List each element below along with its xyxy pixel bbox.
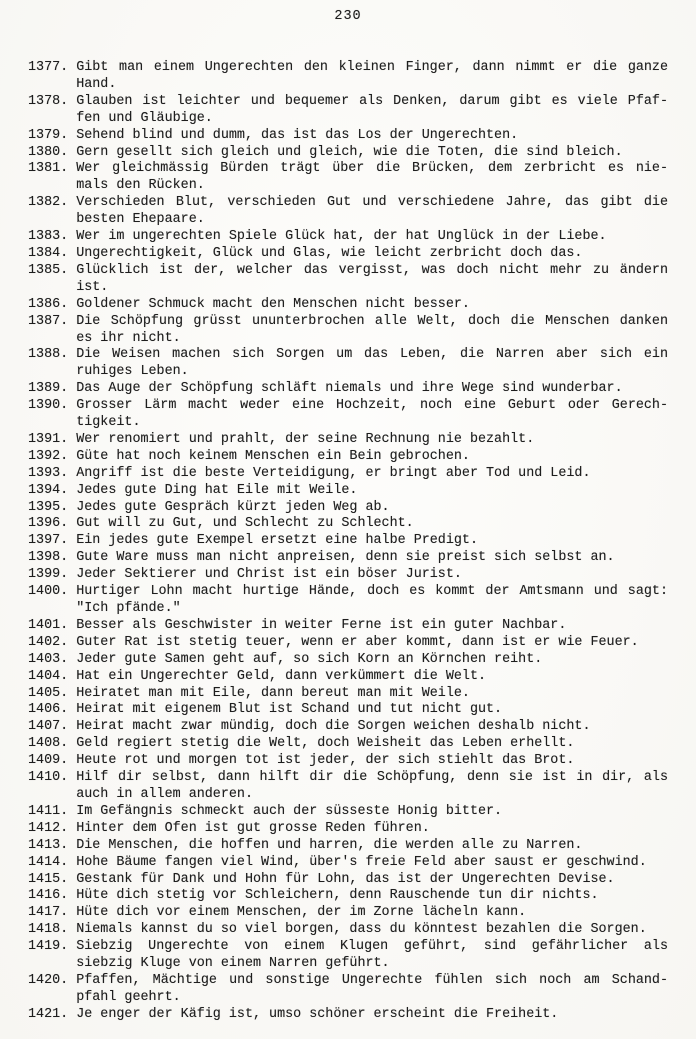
item-number: 1389.: [28, 381, 69, 397]
item-text-line: Hurtiger Lohn macht hurtige Hände, doch es kommt der Amtsmann und sagt:: [76, 584, 668, 600]
item-number: 1419.: [28, 939, 69, 955]
item-text-line: Jeder Sektierer und Christ ist ein böser Jurist.: [76, 567, 462, 583]
item-number: 1380.: [28, 144, 69, 160]
item-text-line: Besser als Geschwister in weiter Ferne ist ein guter Nachbar.: [76, 617, 567, 633]
item-number: 1406.: [28, 702, 69, 718]
item-text-line: Siebzig Ungerechte von einem Klugen geführt, sind gefährlicher als: [76, 939, 668, 955]
item-text-line: auch in allem anderen.: [76, 786, 253, 802]
list-item: [28, 753, 668, 770]
list-item: [28, 702, 668, 719]
list-item: [28, 804, 668, 821]
item-text-line: ist.: [76, 279, 109, 295]
list-item: [28, 229, 668, 246]
list-item: [28, 60, 668, 94]
list-item: [28, 483, 668, 500]
item-text-line: pfahl geehrt.: [76, 989, 181, 1005]
item-text-line: mals den Rücken.: [76, 178, 205, 194]
list-item: [28, 550, 668, 567]
item-text-line: Das Auge der Schöpfung schläft niemals und ihre Wege sind wunderbar.: [76, 381, 623, 397]
list-item: [28, 1007, 668, 1024]
page-number: 230: [334, 9, 362, 24]
item-text-line: Glauben ist leichter und bequemer als Denken, darum gibt es viele Pfaf-: [76, 93, 668, 109]
item-number: 1384.: [28, 245, 69, 261]
list-item: [28, 145, 668, 162]
list-item: [28, 635, 668, 652]
item-number: 1421.: [28, 1006, 69, 1022]
item-text-line: Pfaffen, Mächtige und sonstige Ungerechte fühlen sich noch am Schand-: [76, 972, 668, 988]
item-number: 1400.: [28, 584, 69, 600]
list-item: [28, 195, 668, 229]
list-item: [28, 516, 668, 533]
item-number: 1396.: [28, 516, 69, 532]
item-text-line: Güte hat noch keinem Menschen ein Bein gebrochen.: [76, 448, 470, 464]
list-item: [28, 838, 668, 855]
item-text-line: Je enger der Käfig ist, umso schöner erscheint die Freiheit.: [76, 1006, 559, 1022]
item-number: 1404.: [28, 668, 69, 684]
list-item: [28, 533, 668, 550]
item-text-line: Hilf dir selbst, dann hilft dir die Schöpfung, denn sie ist in dir, als: [76, 770, 668, 786]
item-number: 1407.: [28, 719, 69, 735]
list-item: [28, 398, 668, 432]
item-text-line: Heirat macht zwar mündig, doch die Sorgen weichen deshalb nicht.: [76, 719, 591, 735]
item-text-line: Jedes gute Ding hat Eile mit Weile.: [76, 482, 358, 498]
item-text-line: Heute rot und morgen tot ist jeder, der sich stiehlt das Brot.: [76, 753, 575, 769]
list-item: [28, 922, 668, 939]
list-item: [28, 669, 668, 686]
item-number: 1381.: [28, 161, 69, 177]
item-text-line: Hüte dich stetig vor Schleichern, denn Rauschende tun dir nichts.: [76, 888, 599, 904]
list-item: [28, 381, 668, 398]
item-number: 1399.: [28, 567, 69, 583]
list-item: [28, 973, 668, 1007]
list-item: [28, 821, 668, 838]
item-number: 1420.: [28, 972, 69, 988]
item-number: 1412.: [28, 820, 69, 836]
item-text-line: siebzig Kluge von einem Narren geführt.: [76, 956, 390, 972]
list-item: [28, 872, 668, 889]
item-number: 1411.: [28, 803, 69, 819]
item-text-line: "Ich pfände.": [76, 601, 181, 616]
item-text-line: Hinter dem Ofen ist gut grosse Reden führen.: [76, 820, 430, 836]
item-text-line: Ein jedes gute Exempel ersetzt eine halbe Predigt.: [76, 533, 478, 549]
item-text-line: Im Gefängnis schmeckt auch der süsseste Honig bitter.: [76, 803, 503, 819]
list-item: [28, 618, 668, 635]
item-number: 1386.: [28, 296, 69, 312]
item-number: 1405.: [28, 685, 69, 701]
list-item: [28, 347, 668, 381]
list-item: [28, 94, 668, 128]
item-number: 1398.: [28, 550, 69, 566]
item-text-line: Goldener Schmuck macht den Menschen nicht besser.: [76, 296, 470, 312]
item-number: 1403.: [28, 651, 69, 667]
item-number: 1401.: [28, 617, 69, 633]
item-number: 1415.: [28, 871, 69, 887]
item-text-line: fen und Gläubige.: [76, 110, 213, 126]
proverb-list: [0, 24, 696, 1024]
item-number: 1387.: [28, 313, 69, 329]
item-text-line: Gestank für Dank und Hohn für Lohn, das ist der Ungerechten Devise.: [76, 871, 615, 887]
item-text-line: Angriff ist die beste Verteidigung, er bringt aber Tod und Leid.: [76, 465, 591, 481]
item-text-line: Gern gesellt sich gleich und gleich, wie die Toten, die sind bleich.: [76, 144, 623, 160]
list-item: [28, 263, 668, 297]
item-text-line: Glücklich ist der, welcher das vergisst, was doch nicht mehr zu ändern: [76, 262, 668, 278]
item-text-line: Hüte dich vor einem Menschen, der im Zorne lächeln kann.: [76, 905, 527, 921]
item-text-line: Heirat mit eigenem Blut ist Schand und tut nicht gut.: [76, 702, 503, 718]
item-number: 1378.: [28, 93, 69, 109]
item-number: 1395.: [28, 499, 69, 515]
item-text-line: tigkeit.: [76, 415, 141, 431]
list-item: [28, 500, 668, 517]
list-item: [28, 449, 668, 466]
item-text-line: Wer renomiert und prahlt, der seine Rechnung nie bezahlt.: [76, 431, 535, 447]
list-item: [28, 652, 668, 669]
item-text-line: Grosser Lärm macht weder eine Hochzeit, noch eine Geburt oder Gerech-: [76, 398, 668, 414]
list-item: [28, 297, 668, 314]
item-text-line: Geld regiert stetig die Welt, doch Weisheit das Leben erhellt.: [76, 736, 575, 752]
list-item: [28, 719, 668, 736]
list-item: [28, 736, 668, 753]
item-number: 1408.: [28, 736, 69, 752]
list-item: [28, 246, 668, 263]
list-item: [28, 905, 668, 922]
list-item: [28, 432, 668, 449]
list-item: [28, 567, 668, 584]
item-number: 1413.: [28, 837, 69, 853]
item-text-line: Verschieden Blut, verschieden Gut und verschiedene Jahre, das gibt die: [76, 195, 668, 211]
list-item: [28, 888, 668, 905]
item-number: 1390.: [28, 398, 69, 414]
list-item: [28, 584, 668, 618]
item-number: 1417.: [28, 905, 69, 921]
item-number: 1392.: [28, 448, 69, 464]
item-text-line: Die Weisen machen sich Sorgen um das Leben, die Narren aber sich ein: [76, 347, 668, 363]
item-text-line: Hohe Bäume fangen viel Wind, über's freie Feld aber saust er geschwind.: [76, 854, 647, 870]
item-number: 1377.: [28, 60, 69, 75]
item-text-line: Sehend blind und dumm, das ist das Los der Ungerechten.: [76, 127, 519, 143]
item-text-line: Hand.: [76, 76, 117, 92]
list-item: [28, 161, 668, 195]
item-text-line: Wer gleichmässig Bürden trägt über die Brücken, dem zerbricht es nie-: [76, 161, 668, 177]
list-item: [28, 686, 668, 703]
item-text-line: Guter Rat ist stetig teuer, wenn er aber kommt, dann ist er wie Feuer.: [76, 634, 639, 650]
item-number: 1402.: [28, 634, 69, 650]
item-text-line: Jedes gute Gespräch kürzt jeden Weg ab.: [76, 499, 390, 515]
item-number: 1410.: [28, 770, 69, 786]
item-number: 1393.: [28, 465, 69, 481]
item-number: 1382.: [28, 195, 69, 211]
item-text-line: Gute Ware muss man nicht anpreisen, denn sie preist sich selbst an.: [76, 550, 615, 566]
item-number: 1388.: [28, 347, 69, 363]
list-item: [28, 314, 668, 348]
list-item: [28, 128, 668, 145]
item-number: 1397.: [28, 533, 69, 549]
item-text-line: Ungerechtigkeit, Glück und Glas, wie leicht zerbricht doch das.: [76, 245, 583, 261]
item-number: 1379.: [28, 127, 69, 143]
item-text-line: ruhiges Leben.: [76, 364, 189, 380]
item-text-line: Gibt man einem Ungerechten den kleinen Finger, dann nimmt er die ganze: [76, 60, 668, 75]
item-number: 1414.: [28, 854, 69, 870]
item-text-line: Die Schöpfung grüsst ununterbrochen alle Welt, doch die Menschen danken: [76, 313, 668, 329]
item-number: 1383.: [28, 229, 69, 245]
item-text-line: Wer im ungerechten Spiele Glück hat, der hat Unglück in der Liebe.: [76, 229, 607, 245]
item-number: 1418.: [28, 922, 69, 938]
item-text-line: Jeder gute Samen geht auf, so sich Korn an Körnchen reiht.: [76, 651, 543, 667]
item-text-line: Niemals kannst du so viel borgen, dass du könntest bezahlen die Sorgen.: [76, 922, 647, 938]
item-number: 1409.: [28, 753, 69, 769]
list-item: [28, 855, 668, 872]
item-number: 1391.: [28, 431, 69, 447]
list-item: [28, 939, 668, 973]
item-number: 1416.: [28, 888, 69, 904]
item-text-line: Hat ein Ungerechter Geld, dann verkümmert die Welt.: [76, 668, 487, 684]
item-number: 1385.: [28, 262, 69, 278]
item-number: 1394.: [28, 482, 69, 498]
list-item: [28, 466, 668, 483]
item-text-line: besten Ehepaare.: [76, 212, 205, 228]
item-text-line: es ihr nicht.: [76, 330, 181, 346]
list-item: [28, 770, 668, 804]
item-text-line: Heiratet man mit Eile, dann bereut man mit Weile.: [76, 685, 470, 701]
item-text-line: Gut will zu Gut, und Schlecht zu Schlecht.: [76, 516, 414, 532]
item-text-line: Die Menschen, die hoffen und harren, die werden alle zu Narren.: [76, 837, 583, 853]
